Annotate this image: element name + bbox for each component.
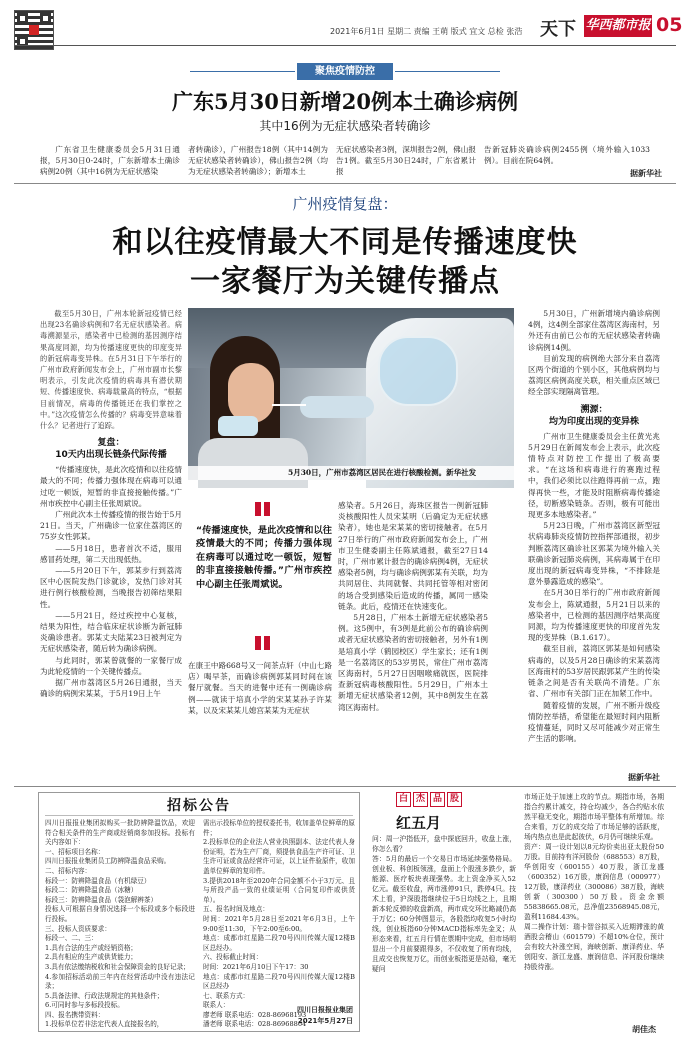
tender-title: 招标公告 xyxy=(167,798,231,814)
stock-column-label xyxy=(396,792,462,808)
swab-stick xyxy=(272,404,306,406)
label-char-4: 股 xyxy=(447,792,462,807)
story1-col-2: 者转确诊），广州报告18例（其中14例为无症状感染者转确诊），佛山报告2例（均为无症状感染者转确诊）；新增本土 xyxy=(188,145,328,177)
date-line: 2021年6月1日 星期二 责编 王萌 版式 宜文 总检 张浩 xyxy=(330,27,523,36)
worker-face-shield xyxy=(378,336,458,406)
story2-title-line2: 一家餐厅为关键传播点 xyxy=(190,264,500,299)
banner-line-right xyxy=(395,71,500,72)
bottom-divider xyxy=(14,786,676,787)
intro-paragraph: 截至5月30日，广州本轮新冠疫情已经出现23名确诊病例和7名无症状感染者。病毒溯源显示，感染者中已检测的基因测序结果高度同源，均为传播速度更快的印度变异的新冠病毒变异株。在5月31日下午举行的广州市政府新闻发布会上，广州市副市长黎明表示，引发此次疫情的病毒具有潜伏期短、传播速度快、病毒载量高的特点，“根据目前情况，病毒的传播链还在我们掌控之中。”这次疫情怎么传播的？病毒变异意味着什么？记者进行了追踪。 xyxy=(40,309,182,431)
story1-col-4: 告新冠肺炎确诊病例2455例（境外输入1033例）。目前在院64例。 xyxy=(484,145,650,166)
story1-source: 据新华社 xyxy=(630,169,662,178)
label-char-3: 品 xyxy=(430,792,445,807)
story1-col-1: 广东省卫生健康委员会5月31日通报，5月30日0-24时，广东新增本土确诊病例20例（其中16例为无症状感染 xyxy=(40,145,180,177)
banner-line-left xyxy=(190,71,295,72)
story2-col-1: 截至5月30日，广州本轮新冠疫情已经出现23名确诊病例和7名无症状感染者。病毒溯源显示，感染者中已检测的基因测序结果高度同源，均为传播速度更快的印度变异的新冠病毒变异株。在5月31日下午举行的广州市政府新闻发布会上，广州市副市长黎明表示，引发此次疫情的病毒具有潜伏期短、传播速度快、病毒载量高的特点，“根据目前情况，病毒的传播链还在我们掌控之中。”这次疫情怎么传播的？病毒变异意味着什么？记者进行了追踪。 复盘： 10天内出现长链条代际传播 “传播速度快，是此次疫情和以往疫情最大的不同；传播力强体现在病毒可以通过吃一顿饭，短暂的非直接接触传播。”广州市疾控中心副主任张周斌说。 广州此次本土传播疫情的报告始于5月21日。当天，广州确诊一位家住荔湾区的75岁女性郭某。 ——5月18日，患者首次不适，服用感冒药处理，第二天出现低热。 ——5月20日下午，郭某步行到荔湾区中心医院发热门诊就诊，发热门诊对其进行例行核酸检测，当晚报告初筛结果阳性。 ——5月21日，经过疾控中心复核，结果为阳性，结合临床症状诊断为新冠肺炎确诊患者。郭某丈夫陆某23日被判定为无症状感染者，随后转为确诊病例。 与此同时，郭某曾就餐的一家餐厅成为此轮疫情的一个关键传播点。 据广州市荔湾区5月26日通报，当天确诊的病例宋某某，于5月19日上午 xyxy=(40,309,182,699)
quote-mark-bottom xyxy=(255,636,271,650)
label-char-2: 杰 xyxy=(413,792,428,807)
story1-col-3: 无症状感染者3例，深圳报告2例，佛山报告1例。截至5月30日24时，广东省累计报 xyxy=(336,145,476,177)
tender-ad xyxy=(38,792,360,1032)
stock-col-1: 问：周一沪指低开，盘中探底回升，收盘上涨，你怎么看？ 答：5月的最后一个交易日市场延续强势格局。创业板、科创板领涨，盘面上个股涨多跌少，新能源、医疗板块表现强势。北上资金净买入52亿元。截至收盘，两市涨停91只，跌停4只。技术上看，沪深股指继续位于5日均线之上，且期新本轮反弹的收盘新高，两市成交环比略减仍高于万亿；60分钟图显示，各股指均收复5小时均线，创业板指60分钟MACD指标率先金叉；从形态来看，红五月行情在票期中完成，但市场明显出一个月前要跟得多，不仅收复了所有均线，且成交也恢复万亿，而创业板指更是站稳，毫无疑问 xyxy=(372,835,516,973)
subhead-fupan: 复盘： 10天内出现长链条代际传播 xyxy=(55,438,167,461)
section-name: 天下 xyxy=(540,19,576,40)
quote-mark-top xyxy=(255,502,271,516)
woman-mask xyxy=(218,416,258,436)
story2-source: 据新华社 xyxy=(628,773,660,782)
tender-date: 2021年5月27日 xyxy=(297,1017,353,1025)
story1-subtitle: 其中16例为无症状感染者转确诊 xyxy=(259,119,431,133)
topic-banner xyxy=(297,63,393,80)
stock-author: 胡佳杰 xyxy=(632,1025,656,1034)
photo-caption: 5月30日，广州市荔湾区居民在进行核酸检测。新华社发 xyxy=(188,466,514,480)
header-rule xyxy=(14,45,676,46)
tender-col-2: 需出示投标单位的授权委托书，收加盖单位鲜章的原件； 2.投标单位的企业法人营业执照副本、法定代表人身份证明，若为生产厂商，须提供食品生产许可证、卫生许可证或食品经营许可证，以上证件验原件，收加盖单位鲜章的复印件。 3.提供2018年至2020年合同金额不小于3万元、且与所投产品一致的业绩证明（合同复印件或供货单）。 五、报名时间及地点： 时间：2021年5月28日至2021年6月3日，上午9:00至11:30，下午2:00至6:00。 地点：成都市红星路二段70号四川传媒大厦12楼B区总经办。 六、投标截止时间： 时间：2021年6月10日下午17：30 地点：成都市红星路二段70号四川传媒大厦12楼B区总经办 七、联系方式： 联系人： 廖老师 联系电话：028-86968193 潘老师 联系电话：028-86968864 xyxy=(203,819,355,1029)
tender-col-1: 四川日报报业集团拟购买一批防辨降温饮品，欢迎符合相关条件的生产商或经销商参加投标。投标有关内容如下： 一、招标项目名称： 四川日报报业集团员工防辨降温食品采购。 二、招标内容： 标段一：防辨降温食品（有机绿豆） 标段二：防辨降温食品（冰糖） 标段三：防辨降温食品（袋泡解辨茶） 投标人可根据自身情况选择一个标段或多个标段进行投标。 三、投标人资质要求： 标段一、二、三： 1.具有合法的生产或经销资格； 2.具有相应的生产或供货能力； 3.具有依法缴纳税收和社会保障资金的良好记录； 4.参加招标活动前三年内在经营活动中没有违法记录； 5.具备法律、行政法规规定的其他条件； 6.可同时参与多标段投标。 四、报名携带资料： 1.投标单位若非法定代表人直接报名的， xyxy=(45,819,195,1029)
story2-kicker: 广州疫情复盘： xyxy=(292,195,398,213)
paper-logo xyxy=(584,15,652,37)
qr-code[interactable] xyxy=(14,10,54,50)
story2-col-4: 5月30日，广州新增境内确诊病例4例，这4例全部家住荔湾区海南村，另外还有由前已公布的无症状感染者转确诊病例14例。 目前发现的病例绝大部分来自荔湾区两个街道的个别小区，其他病例均与荔湾区病例高度关联，相关重点区域已经全部实现隔离管理。 溯源： 均为印度出现的变异株 广州市卫生健康委员会主任黄光兆5月29日在新闻发布会上表示，此次疫情特点对防控工作提出了极高要求。“在这场和病毒进行的赛跑过程中，我们必须比以往跑得再前一点，跑得再快一些，才能及时阻断病毒传播途径，切断感染链条。否则，极有可能出现更多本地感染者。” 5月23日晚，广州市荔湾区新型冠状病毒肺炎疫情防控指挥部通报，初步判断荔湾区确诊社区郭某为境外输入关联确诊新冠肺炎病例，其病毒属于在印度出现的新冠病毒变异株，“不排除是意外暴露造成的感染”。 在5月30日举行的广州市政府新闻发布会上，陈斌通报，5月21日以来的感染者中，已检测的基因测序结果高度同源，均为传播速度更快的印度首先发现的变异株（B.1.617）。 截至目前，荔湾区郭某是如何感染病毒的，以及5月28日确诊的宋某荔湾区海南村的53岁居民跟郭某产生的传染链条之间是否有关联尚不清楚。广东省、广州市有关部门正在加紧工作中。 随着疫情的发展，广州不断升级疫情防控举措，希望能在最短时间内阻断疫情蔓延，同时又尽可能减少对正常生产生活的影响。 xyxy=(528,309,660,744)
label-char-1: 白 xyxy=(396,792,411,807)
topic-banner-label: 聚焦疫情防控 xyxy=(315,66,375,77)
page-number: 05 xyxy=(656,14,683,36)
subhead-suyuan: 溯源： 均为印度出现的变异株 xyxy=(548,404,639,427)
tender-title-rule xyxy=(45,815,353,816)
tender-signature: 四川日报报业集团 xyxy=(297,1006,353,1014)
stock-col-2: 市场正处于加速上攻的节点。期指市场，各期指合约累计减交，持仓均减少，各合约贴水依然平稳无变化，期指市场平整体有所增加。综合来看，万亿的成交给了市场足够的活跃度，场内热点也是此起彼伏，6月仍可继续乐观。 资产：周一设计划以8元均价卖出亚太股份50万股。目前持有洋河股份（688553）8万股，华创阳安（600155）40万股，浙江龙盛（600352）16万股，康润信息（000977）12万股，康泽药业（300086）38万股，海峡创新（300300）50万股。资金余额55838665.08元，总净值23568945.08元，盈利11684.43%。 周二操作计划：瑞卡智谷拟买入近期滞涨的黄酒股会稽山（601579）不超10%仓位，预计会有较大补涨空间，海峡创新、康泽药业、华创阳安、浙江龙盛、康润信息、洋河股份继续持股待涨。 xyxy=(524,793,664,971)
story2-col-2: 在康王中路668号又一间茶点轩（中山七路店）喝早茶，而确诊病例郭某同时间在该餐厅就餐。当天的进餐中还有一例确诊病例——就读于培真小学的宋某某孙子许某某，以及宋某某儿媳宫某某为无症状 xyxy=(188,661,332,715)
stock-title: 红五月 xyxy=(396,814,442,832)
pull-quote: “传播速度快，是此次疫情和以往疫情最大的不同；传播力强体现在病毒可以通过吃一顿饭，短暂的非直接接触传播。”广州市疾控中心副主任张周斌说。 xyxy=(196,525,332,590)
story2-col-3: 感染者。5月26日，海珠区报告一例新冠肺炎核酸阳性人员宋某明（后确定为无症状感染者），她也是宋某某的密切接触者。在5月27日举行的广州市政府新闻发布会上，广州市卫生健委副主任陈斌通报，截至27日14时，广州市累计报告的确诊病例4例，无症状感染者5例，均与确诊病例郭某有关联，均为共同居住、共同就餐、共同托管等相对密闭的场合受到感染后造成的传播，属同一感染链条。此后，疫情还在快速变化。 5月28日，广州本土新增无症状感染者5例。这5例中，有3例是此前公布的确诊病例或者无症状感染者的密切接触者，另外有1例是培真小学（鹤园校区）学生家长；还有1例是一名荔湾区的53岁男民，常住广州市荔湾区海南村，5月27日因咽喉痛就医，医院排查新冠病毒核酸阳性。5月29日，广州本土新增无症状感染者12例，其中8例发生在荔湾区海南村。 xyxy=(338,501,488,712)
paper-name: 华西都市报 xyxy=(585,18,651,33)
woman-shirt xyxy=(198,438,308,488)
story-divider xyxy=(14,183,676,184)
story2-title-line1: 和以往疫情最大不同是传播速度快 xyxy=(112,225,578,260)
worker-glove xyxy=(300,396,374,418)
news-photo[interactable] xyxy=(188,308,514,480)
woman-face xyxy=(228,363,274,423)
story1-title: 广东5月30日新增20例本土确诊病例 xyxy=(171,89,519,114)
